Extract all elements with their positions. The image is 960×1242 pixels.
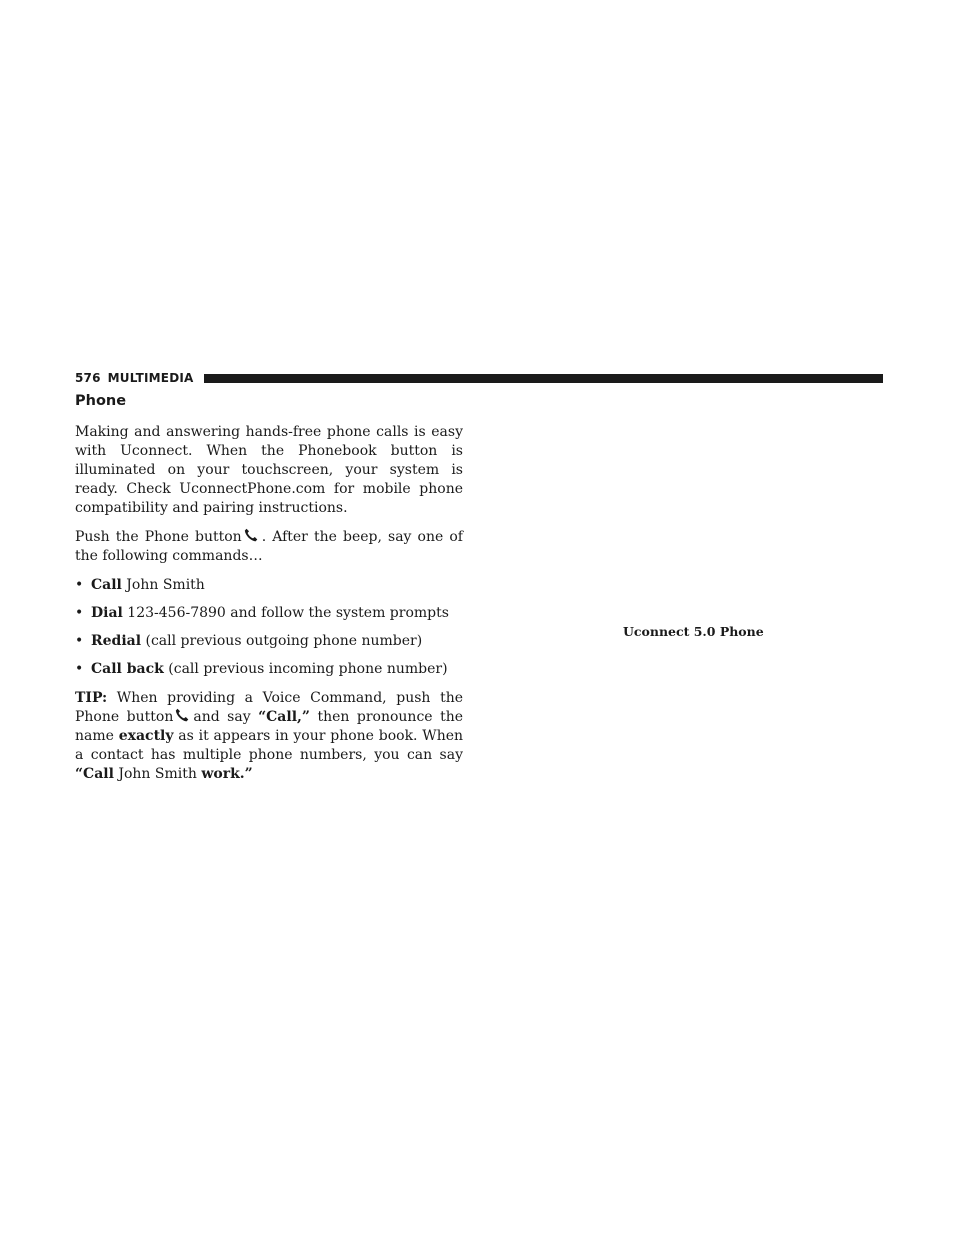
list-item: • Dial 123-456-7890 and follow the system prompts	[75, 605, 449, 621]
push-text-pre: Push the Phone button	[75, 529, 242, 545]
list-item: • Redial (call previous outgoing phone number)	[75, 633, 423, 649]
page-number: 576	[75, 371, 101, 385]
command-keyword: Redial	[91, 633, 142, 649]
command-detail: (call previous outgoing phone number)	[141, 633, 423, 649]
tip-paragraph: TIP: When providing a Voice Command, push the Phone button and say “Call,” then pronounce the name exactly as it appears in your phone book. When a contact has multiple phone numbers, you can say “Call John Smith work.”	[75, 690, 464, 782]
push-text-post: . After the beep, say one of the following commands…	[75, 529, 463, 564]
phone-icon	[175, 708, 191, 722]
command-detail: (call previous incoming phone number)	[163, 661, 448, 677]
command-detail: 123-456-7890 and follow the system prompts	[122, 605, 449, 621]
command-keyword: Call	[91, 577, 122, 593]
list-item: • Call John Smith	[75, 577, 205, 593]
figure-caption: Uconnect 5.0 Phone	[623, 624, 764, 639]
main-column	[75, 393, 463, 794]
tip-label: TIP:	[75, 690, 108, 706]
phone-icon	[244, 528, 260, 542]
command-list	[75, 576, 463, 679]
section-title: MULTIMEDIA	[107, 371, 194, 385]
article-title: Phone	[75, 393, 127, 409]
push-paragraph	[75, 528, 463, 566]
list-item: • Call back (call previous incoming phone number)	[75, 661, 448, 677]
command-keyword: Call back	[91, 661, 164, 677]
page-header	[75, 370, 883, 386]
command-detail: John Smith	[121, 577, 205, 593]
command-keyword: Dial	[91, 605, 123, 621]
intro-paragraph: Making and answering hands-free phone calls is easy with Uconnect. When the Phonebook button is illuminated on your touchscreen, your system is ready. Check UconnectPhone.com for mobile phone compatibility and pairing instructions.	[75, 424, 463, 516]
header-rule	[204, 374, 883, 383]
